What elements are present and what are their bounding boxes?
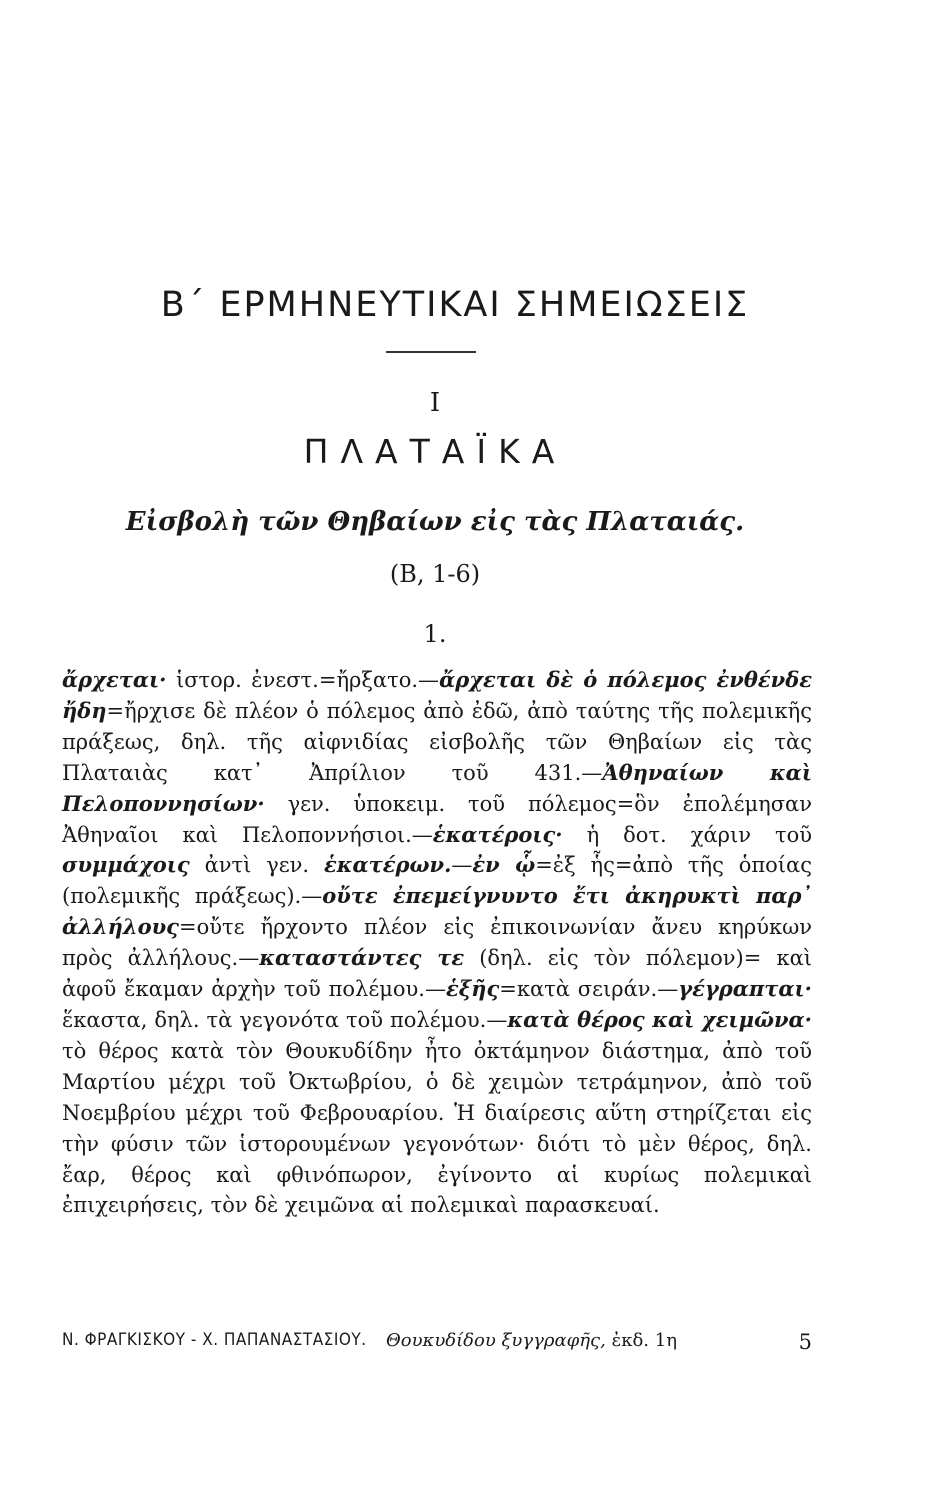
footer-work: [386, 1330, 677, 1351]
note-number: 1.: [423, 620, 447, 648]
commentary-text: —: [451, 853, 473, 878]
chapter-reference: (Β, 1-6): [389, 560, 481, 588]
commentary-text: ἕκαστα, δηλ. τὰ γεγονότα τοῦ πολέμου.—: [62, 1007, 508, 1032]
chapter-title: ΠΛΑΤΑΪΚΑ: [303, 432, 567, 471]
commentary-text: ἡ δοτ. χάριν τοῦ: [562, 822, 812, 847]
lemma: ἄρχεται·: [62, 667, 167, 692]
lemma: ἄρχεται δὲ ὁ πόλεμος ἐνθένδε ἤδη: [62, 667, 812, 723]
commentary-text: τὸ θέρος κατὰ τὸν Θουκυδίδην ἦτο ὀκτάμηνον διάστημα, ἀπὸ τοῦ Μαρτίου μέχρι τοῦ Ὀκτωβρίου, ὁ δὲ χειμὼν τετράμηνον, ἀπὸ τοῦ Νοεμβρίου μέχρι τοῦ Φεβρουαρίου. Ἡ διαίρεσις αὕτη στηρίζεται εἰς τὴν φύσιν τῶν ἱστορουμένων γεγονότων· διότι τὸ μὲν θέρος, δηλ. ἔαρ, θέρος καὶ φθινόπωρον, ἐγίνοντο αἱ κυρίως πολεμικαὶ ἐπιχειρήσεις, τὸν δὲ χειμῶνα αἱ πολεμικαὶ παρασκευαί.: [62, 1038, 812, 1218]
lemma: ἐν ᾧ: [472, 852, 536, 878]
lemma: κατὰ θέρος καὶ χειμῶνα·: [507, 1006, 812, 1032]
lemma: ἑξῆς: [445, 976, 500, 1002]
commentary-text: =κατὰ σειράν.—: [499, 977, 679, 1002]
chapter-subtitle: Εἰσβολὴ τῶν Θηβαίων εἰς τὰς Πλαταιάς.: [125, 507, 745, 537]
note-paragraph: [62, 665, 812, 1221]
lemma: καταστάντες τε: [259, 945, 465, 971]
footer-work-title: Θουκυδίδου ξυγγραφῆς,: [386, 1330, 606, 1351]
lemma: γέγραπται·: [678, 976, 812, 1002]
chapter-number: Ι: [429, 388, 441, 418]
footer-authors: Ν. ΦΡΑΓΚΙΣΚΟΥ - Χ. ΠΑΠΑΝΑΣΤΑΣΙΟΥ.: [62, 1330, 367, 1350]
commentary-text: γεν. ὑποκειμ. τοῦ πόλεμος=ὃν ἐπολέμησαν Ἀθηναῖοι καὶ Πελοποννήσιοι.—: [62, 791, 812, 847]
lemma: συμμάχοις: [62, 852, 190, 878]
page-footer: [62, 1330, 812, 1360]
lemma: οὔτε ἐπεμείγνυντο ἔτι ἀκηρυκτὶ παρ᾽ ἀλλήλους: [62, 883, 812, 940]
lemma: ἑκατέροις·: [432, 821, 563, 847]
title-divider: [386, 351, 476, 353]
page-number: 5: [798, 1330, 812, 1354]
footer-edition: ἐκδ. 1η: [611, 1330, 677, 1351]
commentary-text: =ἤρχισε δὲ πλέον ὁ πόλεμος ἀπὸ ἐδῶ, ἀπὸ ταύτης τῆς πολεμικῆς πράξεως, δηλ. τῆς αἰφνιδίας εἰσβολῆς τῶν Θηβαίων εἰς τὰς Πλαταιὰς κατ᾽ Ἀπρίλιον τοῦ 431.—: [62, 698, 812, 785]
lemma: ἑκατέρων.: [323, 852, 452, 878]
note-body: [62, 665, 812, 1221]
commentary-text: ἀντὶ γεν.: [189, 853, 324, 878]
section-title: Β΄ ΕΡΜΗΝΕΥΤΙΚΑΙ ΣΗΜΕΙΩΣΕΙΣ: [160, 285, 750, 325]
lemma: Ἀθηναίων καὶ Πελοποννησίων·: [62, 759, 812, 816]
commentary-text: =οὔτε ἤρχοντο πλέον εἰς ἐπικοινωνίαν ἄνευ κηρύκων πρὸς ἀλλήλους.—: [62, 915, 812, 971]
commentary-text: ἱστορ. ἐνεστ.=ἤρξατο.—: [166, 668, 440, 692]
commentary-text: (δηλ. εἰς τὸν πόλεμον)= καὶ ἀφοῦ ἔκαμαν ἀρχὴν τοῦ πολέμου.—: [62, 946, 813, 1002]
commentary-text: =ἐξ ἧς=ἀπὸ τῆς ὁποίας (πολεμικῆς πράξεως).—: [62, 853, 812, 909]
